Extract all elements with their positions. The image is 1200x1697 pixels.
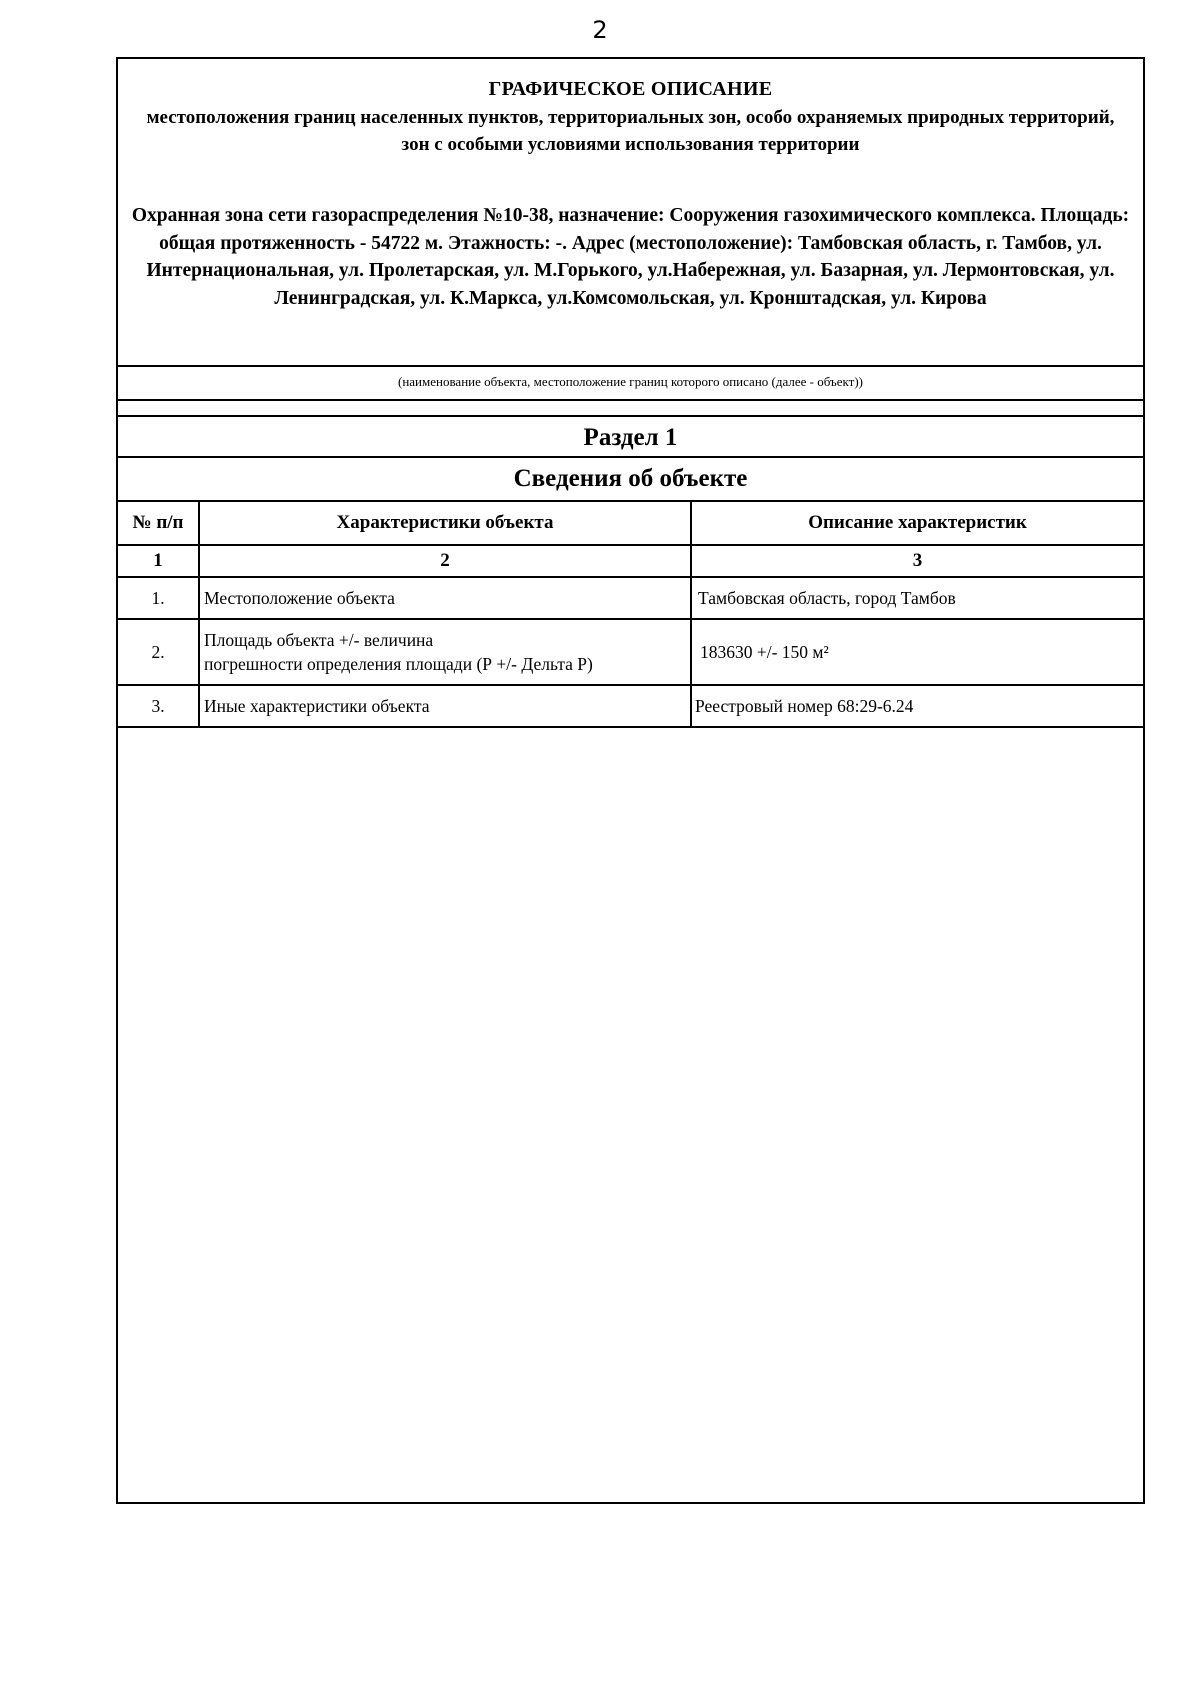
column-number: 3 (691, 545, 1143, 577)
section-subtitle: Сведения об объекте (118, 458, 1143, 502)
row-index: 3. (118, 685, 199, 727)
section-title: Раздел 1 (118, 415, 1143, 458)
column-number: 2 (199, 545, 691, 577)
table-column-numbers-row (118, 545, 1143, 577)
page-number: 2 (592, 16, 608, 44)
row-characteristic-line: погрешности определения площади (Р +/- Дельта Р) (204, 654, 593, 674)
column-header-characteristics: Характеристики объекта (199, 502, 691, 545)
row-index: 1. (118, 577, 199, 619)
document-subtitle: местоположения границ населенных пунктов, территориальных зон, особо охраняемых природных территорий, зон с особыми условиями использования территории (146, 107, 1115, 155)
row-value: Реестровый номер 68:29-6.24 (691, 685, 1143, 727)
column-header-description: Описание характеристик (691, 502, 1143, 545)
table-row (118, 619, 1143, 685)
frame-bottom-rule (116, 1502, 1145, 1504)
row-characteristic-line: Площадь объекта +/- величина (204, 630, 434, 650)
row-value: Тамбовская область, город Тамбов (691, 577, 1143, 619)
object-info-table (118, 502, 1143, 728)
column-header-number: № п/п (118, 502, 199, 545)
table-row (118, 685, 1143, 727)
object-caption: (наименование объекта, местоположение границ которого описано (далее - объект)) (118, 367, 1143, 401)
document-title: ГРАФИЧЕСКОЕ ОПИСАНИЕ (488, 78, 773, 100)
document-header (118, 59, 1143, 367)
row-characteristic (199, 619, 691, 685)
table-header-row (118, 502, 1143, 545)
row-characteristic: Местоположение объекта (199, 577, 691, 619)
document-frame (116, 57, 1145, 1503)
row-index: 2. (118, 619, 199, 685)
row-value: 183630 +/- 150 м² (691, 619, 1143, 685)
column-number: 1 (118, 545, 199, 577)
object-description: Охранная зона сети газораспределения №10-38, назначение: Сооружения газохимического комплекса. Площадь: общая протяженность - 54722 м. Этажность: -. Адрес (местоположение): Тамбовская область, г. Тамбов, ул. Интернациональная, ул. Пролетарская, ул. М.Горького, ул.Набережная, ул. Базарная, ул. Лермонтовская, ул. Ленинградская, ул. К.Маркса, ул.Комсомольская, ул. Кронштадская, ул. Кирова (131, 205, 1130, 309)
table-row (118, 577, 1143, 619)
row-characteristic: Иные характеристики объекта (199, 685, 691, 727)
